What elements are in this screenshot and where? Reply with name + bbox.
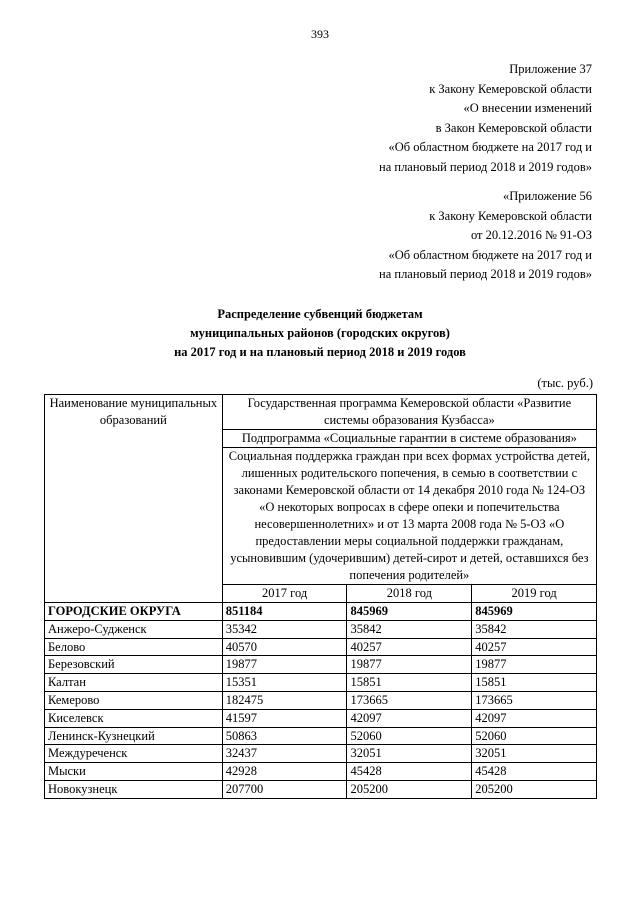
table-row xyxy=(45,691,597,709)
column-header-municipality: Наименование муниципальных образований xyxy=(45,395,223,603)
value-2018-cell: 52060 xyxy=(347,727,472,745)
annex-line: «Об областном бюджете на 2017 год и xyxy=(388,247,592,262)
measure-header: Социальная поддержка граждан при всех формах устройства детей, лишенных родительского попечения, в семью в соответствии с законами Кемеровской области от 14 декабря 2010 года № 124-ОЗ «О некоторых вопросах в сфере опеки и попечительства несовершеннолетних» и от 13 марта 2008 года № 5-ОЗ «О предоставлении меры социальной поддержки гражданам, усыновившим (удочерившим) детей-сирот и детей, оставшихся без попечения родителей» xyxy=(222,448,596,585)
table-row xyxy=(45,745,597,763)
table-row xyxy=(45,638,597,656)
value-2017-cell: 50863 xyxy=(222,727,347,745)
municipality-cell: Анжеро-Судженск xyxy=(45,620,223,638)
municipality-cell: Междуреченск xyxy=(45,745,223,763)
value-2017-cell: 19877 xyxy=(222,656,347,674)
annex-line: на плановый период 2018 и 2019 годов» xyxy=(379,159,592,174)
municipality-cell: Киселевск xyxy=(45,709,223,727)
annex-line: «Приложение 56 xyxy=(503,189,592,203)
table-row xyxy=(45,709,597,727)
annex-line: к Закону Кемеровской области xyxy=(429,81,592,96)
value-2018-cell: 32051 xyxy=(347,745,472,763)
annex-line: от 20.12.2016 № 91-ОЗ xyxy=(470,228,592,242)
value-2018-cell: 19877 xyxy=(347,656,472,674)
title-line: на 2017 год и на плановый период 2018 и 2019 годов xyxy=(174,345,466,359)
table-row xyxy=(45,656,597,674)
municipality-cell: Кемерово xyxy=(45,691,223,709)
title-line: муниципальных районов (городских округов) xyxy=(190,326,450,340)
value-2019-cell: 32051 xyxy=(472,745,597,763)
municipality-cell: Калтан xyxy=(45,674,223,692)
value-2018-cell: 845969 xyxy=(347,603,472,621)
annex-56-block xyxy=(379,187,592,285)
value-2019-cell: 173665 xyxy=(472,691,597,709)
annex-line: на плановый период 2018 и 2019 годов» xyxy=(379,267,592,281)
value-2018-cell: 45428 xyxy=(347,763,472,781)
value-2017-cell: 40570 xyxy=(222,638,347,656)
value-2019-cell: 15851 xyxy=(472,674,597,692)
annex-line: в Закон Кемеровской области xyxy=(435,120,592,135)
value-2018-cell: 40257 xyxy=(347,638,472,656)
municipality-cell: Мыски xyxy=(45,763,223,781)
units-label: (тыс. руб.) xyxy=(537,376,593,390)
municipality-cell: Березовский xyxy=(45,656,223,674)
value-2018-cell: 35842 xyxy=(347,620,472,638)
value-2019-cell: 845969 xyxy=(472,603,597,621)
year-header-2019: 2019 год xyxy=(472,585,597,603)
value-2019-cell: 40257 xyxy=(472,638,597,656)
table-body xyxy=(45,603,597,799)
annex-37-block xyxy=(379,60,592,177)
table-row xyxy=(45,727,597,745)
value-2018-cell: 173665 xyxy=(347,691,472,709)
value-2019-cell: 205200 xyxy=(472,780,597,798)
program-header: Государственная программа Кемеровской области «Развитие системы образования Кузбасса» xyxy=(222,395,596,430)
value-2018-cell: 15851 xyxy=(347,674,472,692)
value-2019-cell: 52060 xyxy=(472,727,597,745)
annex-line: «О внесении изменений xyxy=(463,101,592,115)
value-2018-cell: 42097 xyxy=(347,709,472,727)
municipality-cell: Новокузнецк xyxy=(45,780,223,798)
table-row xyxy=(45,780,597,798)
value-2019-cell: 45428 xyxy=(472,763,597,781)
table-row xyxy=(45,620,597,638)
title-line: Распределение субвенций бюджетам xyxy=(217,307,423,321)
value-2017-cell: 851184 xyxy=(222,603,347,621)
year-header-2017: 2017 год xyxy=(222,585,347,603)
document-title xyxy=(0,305,640,362)
value-2019-cell: 42097 xyxy=(472,709,597,727)
subventions-table xyxy=(44,394,597,799)
value-2019-cell: 19877 xyxy=(472,656,597,674)
value-2017-cell: 182475 xyxy=(222,691,347,709)
table-row xyxy=(45,674,597,692)
municipality-cell: Ленинск-Кузнецкий xyxy=(45,727,223,745)
value-2018-cell: 205200 xyxy=(347,780,472,798)
value-2019-cell: 35842 xyxy=(472,620,597,638)
value-2017-cell: 41597 xyxy=(222,709,347,727)
table-row xyxy=(45,763,597,781)
value-2017-cell: 42928 xyxy=(222,763,347,781)
municipality-cell: ГОРОДСКИЕ ОКРУГА xyxy=(45,603,223,621)
annex-line: Приложение 37 xyxy=(509,62,592,76)
annex-line: «Об областном бюджете на 2017 год и xyxy=(388,140,592,154)
value-2017-cell: 35342 xyxy=(222,620,347,638)
value-2017-cell: 32437 xyxy=(222,745,347,763)
subprogram-header: Подпрограмма «Социальные гарантии в системе образования» xyxy=(222,430,596,448)
municipality-cell: Белово xyxy=(45,638,223,656)
annex-line: к Закону Кемеровской области xyxy=(429,208,592,223)
value-2017-cell: 207700 xyxy=(222,780,347,798)
year-header-2018: 2018 год xyxy=(347,585,472,603)
page-number: 393 xyxy=(311,27,329,41)
table-row-total xyxy=(45,603,597,621)
value-2017-cell: 15351 xyxy=(222,674,347,692)
